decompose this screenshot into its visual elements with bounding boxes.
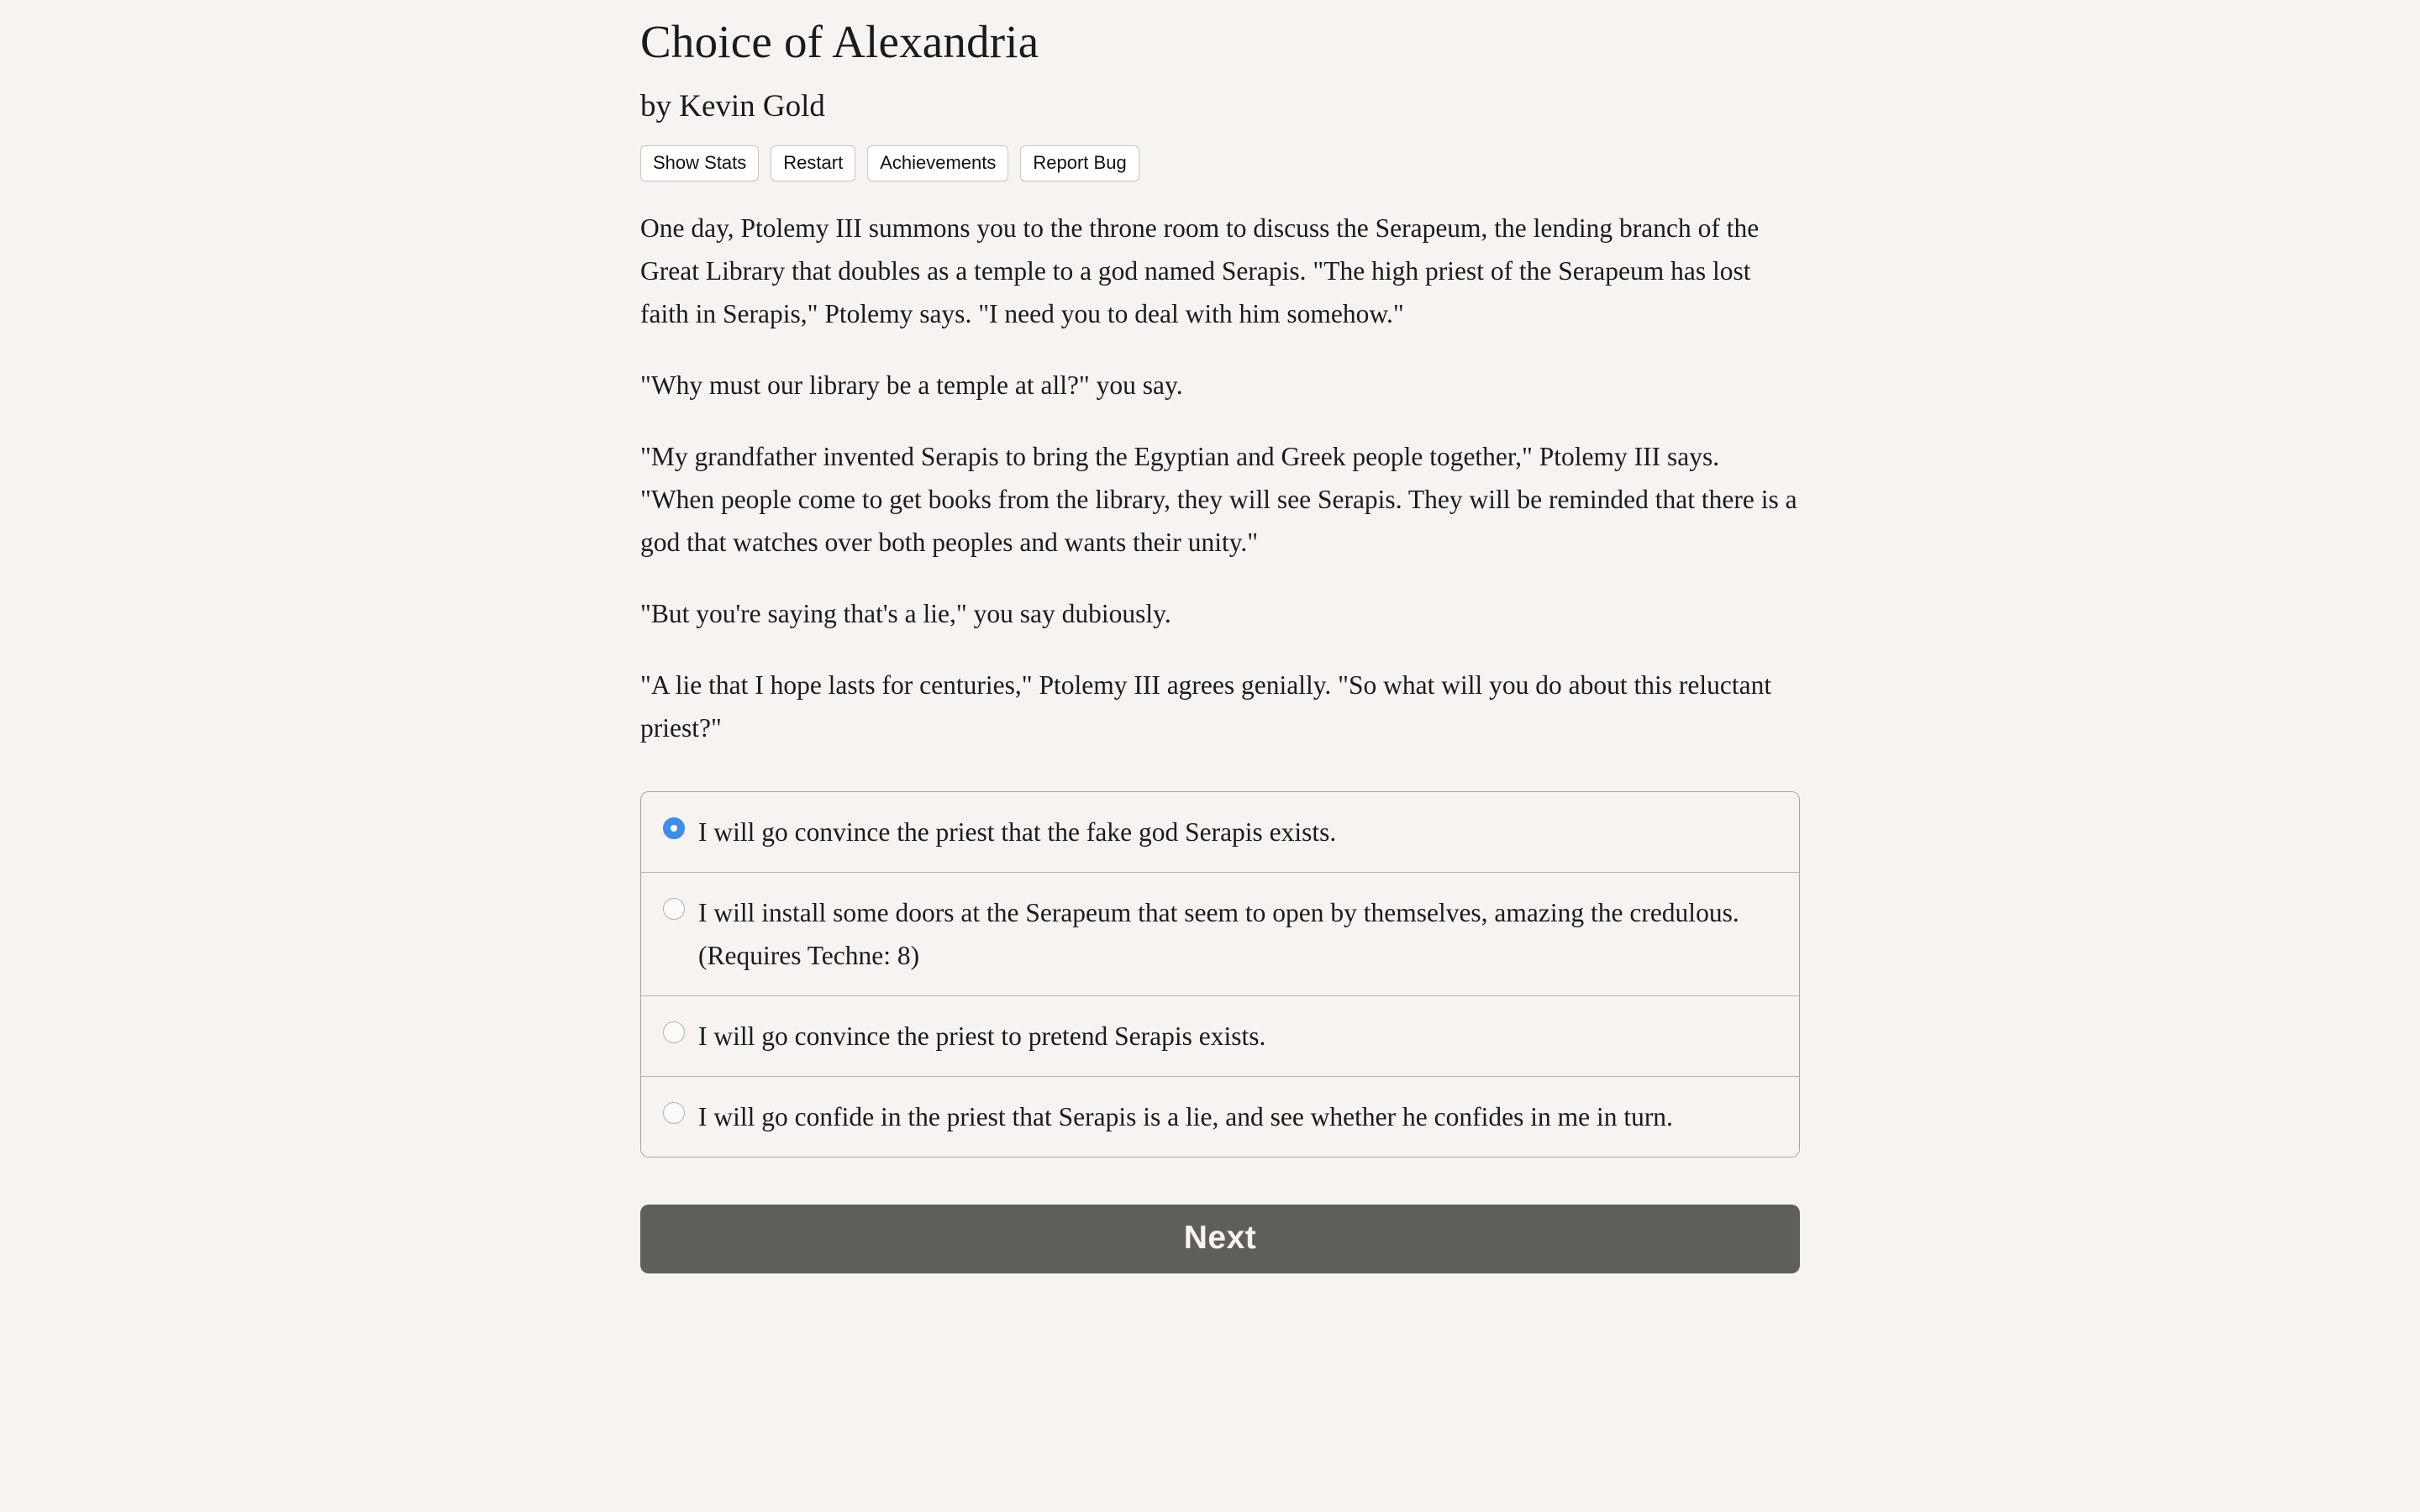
radio-button-icon[interactable] <box>663 817 685 839</box>
story-paragraph: "Why must our library be a temple at all?" you say. <box>640 370 1183 400</box>
choice-label: I will go confide in the priest that Serapis is a lie, and see whether he confides in me in turn. <box>698 1101 1673 1131</box>
choice-option[interactable] <box>641 1077 1799 1157</box>
choice-option[interactable] <box>641 996 1799 1077</box>
choice-option[interactable] <box>641 873 1799 996</box>
radio-button-icon[interactable] <box>663 898 685 920</box>
story-paragraph: "My grandfather invented Serapis to bring the Egyptian and Greek people together," Ptolemy III says. "When people come to get books from the library, they will see Serapis. They will be reminded that there is a god that watches over both peoples and wants their unity." <box>640 441 1797 557</box>
choice-label: I will install some doors at the Serapeum that seem to open by themselves, amazing the credulous. (Requires Techne: 8) <box>698 897 1739 970</box>
next-button[interactable]: Next <box>640 1205 1800 1273</box>
next-button-container <box>640 1205 1800 1273</box>
radio-button-icon[interactable] <box>663 1102 685 1124</box>
show-stats-button[interactable]: Show Stats <box>640 145 759 181</box>
radio-button-icon[interactable] <box>663 1021 685 1043</box>
choice-label: I will go convince the priest to pretend Serapis exists. <box>698 1021 1266 1051</box>
content-column <box>640 0 1800 1273</box>
choice-list <box>640 791 1800 1158</box>
choice-label: I will go convince the priest that the fake god Serapis exists. <box>698 816 1337 847</box>
restart-button[interactable]: Restart <box>771 145 855 181</box>
story-text <box>640 207 1800 749</box>
story-paragraph: One day, Ptolemy III summons you to the throne room to discuss the Serapeum, the lending branch of the Great Library that doubles as a temple to a god named Serapis. "The high priest of the Serapeum has lost faith in Serapis," Ptolemy says. "I need you to deal with him somehow." <box>640 213 1760 328</box>
toolbar <box>640 146 1800 181</box>
choice-option[interactable] <box>641 792 1799 873</box>
story-paragraph: "But you're saying that's a lie," you say dubiously. <box>640 598 1171 628</box>
author-byline: by Kevin Gold <box>640 88 825 123</box>
report-bug-button[interactable]: Report Bug <box>1020 145 1139 181</box>
achievements-button[interactable]: Achievements <box>867 145 1008 181</box>
story-paragraph: "A lie that I hope lasts for centuries," Ptolemy III agrees genially. "So what will you do about this reluctant priest?" <box>640 669 1772 743</box>
page-title: Choice of Alexandria <box>640 16 1039 67</box>
